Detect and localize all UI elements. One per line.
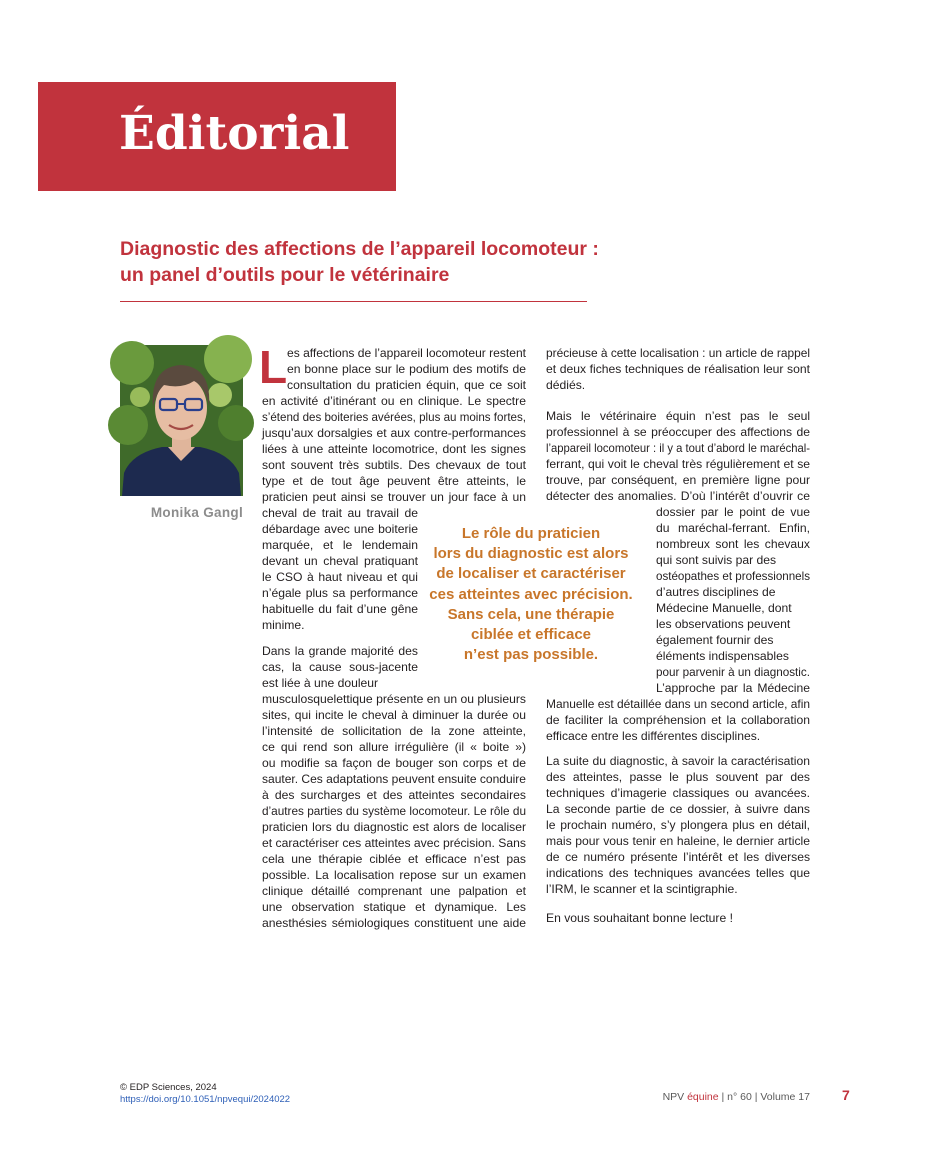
pull-quote (424, 524, 638, 665)
body-line: une observation statique et dynamique. Les (262, 900, 526, 914)
headline-rule (120, 301, 587, 302)
page-number: 7 (842, 1087, 850, 1103)
body-line: possible. La localisation repose sur un examen (262, 868, 526, 882)
body-line: type et de tout âge peuvent être atteints, le (262, 474, 526, 488)
doi-link[interactable]: https://doi.org/10.1051/npvequi/2024022 (120, 1094, 291, 1105)
body-line: dossier par le point de vue (656, 505, 811, 519)
body-line: cela une thérapie ciblée et efficace n’est pas (262, 852, 526, 866)
body-line: dédiés. (546, 378, 586, 392)
journal-brand: équine (687, 1091, 719, 1103)
body-line: d’autres parties du système locomoteur. Le rôle du (262, 804, 526, 818)
pull-quote-line: ces atteintes avec précision. (429, 585, 633, 603)
pull-quote-line: de localiser et caractériser (436, 565, 626, 583)
body-line: Médecine Manuelle, dont (656, 601, 792, 615)
body-line: ostéopathes et professionnels (656, 569, 810, 583)
article-headline (120, 236, 660, 288)
body-line: indications des techniques avancées telles que (546, 866, 810, 880)
body-line: et caractériser ces atteintes avec précision. Sans (262, 836, 526, 850)
author-photo (120, 345, 243, 496)
body-line: efficace entre les différentes disciplines. (546, 729, 761, 743)
body-line: La suite du diagnostic, à savoir la caractérisation (546, 754, 811, 768)
body-line: En vous souhaitant bonne lecture ! (546, 911, 733, 925)
body-line: détecter des anomalies. D’où l’intérêt d’ouvrir ce (546, 489, 810, 503)
body-line: également fournir des (656, 633, 774, 647)
body-line: de ce numéro présente l’intérêt et les diverses (546, 850, 811, 864)
body-line: techniques d’imagerie classiques ou avancées. (546, 786, 810, 800)
journal-reference (663, 1091, 810, 1103)
body-line: L’approche par la Médecine (656, 681, 810, 695)
pull-quote-line: n’est pas possible. (463, 646, 599, 664)
body-line: les observations peuvent (656, 617, 791, 631)
body-line: trouve, par conséquent, en première ligne pour (546, 473, 810, 487)
body-line: cheval de trait au travail de (262, 506, 418, 520)
body-line: de faciliter la compréhension et la collaboration (546, 713, 810, 727)
body-line: marquée, et le lendemain (262, 538, 418, 552)
body-line: l’appareil locomoteur : il y a tout d’abord le maréchal- (546, 441, 810, 455)
body-line: l’intensité de sollicitation de la zone atteinte, (262, 724, 526, 738)
pull-quote-line: ciblée et efficace (470, 626, 592, 644)
body-line: nombreux sont les chevaux (656, 537, 811, 551)
body-line: le CSO à haut niveau et qui (262, 570, 418, 584)
body-line: praticien peut ainsi se trouver un jour face à un (262, 490, 527, 504)
body-line: consultation du praticien équin, que ce soit (287, 378, 527, 392)
body-line: le prochain numéro, s’y plongera plus en détail, (546, 818, 811, 832)
body-line: Dans la grande majorité des (262, 644, 419, 658)
body-line: ferrant, qui voit le cheval très régulièrement et se (546, 457, 811, 471)
body-line: anesthésies sémiologiques constituent une aide (262, 916, 526, 930)
journal-prefix: NPV (662, 1091, 688, 1103)
body-line: devant un cheval pratiquant (262, 554, 419, 568)
body-line: Manuelle est détaillée dans un second article, afin (546, 697, 810, 711)
body-line: pour parvenir à un diagnostic. (656, 665, 810, 679)
body-line: sont souvent très subtils. Des chevaux de tout (262, 458, 526, 472)
body-line: jusqu’aux dorsalgies et aux contre-performances (262, 426, 526, 440)
pull-quote-line: Sans cela, une thérapie (447, 605, 615, 623)
body-line: en activité d’itinérant ou en clinique. Le spectre (262, 394, 526, 408)
body-line: des atteintes, passe le plus souvent par des (546, 770, 811, 784)
svg-text:L: L (258, 341, 288, 393)
body-line: La seconde partie de ce dossier, à suivre dans (546, 802, 810, 816)
body-line: minime. (262, 618, 305, 632)
pull-quote-line: lors du diagnostic est alors (433, 545, 629, 563)
headline-line-1: Diagnostic des affections de l’appareil locomoteur : (120, 238, 599, 260)
pull-quote-line: Le rôle du praticien (461, 525, 601, 542)
body-line: habituelle du fait d’une gêne (262, 602, 419, 616)
body-line: débardage avec une boiterie (262, 522, 418, 536)
body-line: éléments indispensables (656, 649, 789, 663)
body-line: liées à une atteinte locomotrice, dont les signes (262, 442, 526, 456)
copyright-notice: © EDP Sciences, 2024 (120, 1082, 217, 1093)
body-line: ou modifie sa façon de bouger son corps et de (262, 756, 527, 770)
body-line: professionnel à se préoccuper des affections de (546, 425, 811, 439)
editorial-banner (38, 82, 396, 191)
body-line: d’autres disciplines de (656, 585, 776, 599)
body-line: mais pour vous tenir en haleine, le dernier article (546, 834, 810, 848)
body-line: en bonne place sur le podium des motifs de (287, 362, 527, 376)
body-line: l’IRM, le scanner et la scintigraphie. (546, 882, 738, 896)
body-line: clinique détaillé comprenant une palpation et (262, 884, 526, 898)
body-line: à des surcharges et des atteintes secondaires (262, 788, 526, 802)
body-line: du maréchal-ferrant. Enfin, (656, 521, 810, 535)
headline-line-2: un panel d’outils pour le vétérinaire (120, 264, 450, 286)
body-line: musculosquelettique présente en un ou plusieurs (262, 692, 526, 706)
body-line: sauter. Ces adaptations peuvent ensuite conduire (262, 772, 526, 786)
body-line: Mais le vétérinaire équin n’est pas le seul (546, 409, 811, 423)
body-line: n’égale plus sa performance (262, 586, 419, 600)
body-line: sites, qui incite le cheval à diminuer la durée ou (262, 708, 527, 722)
journal-issue: | n° 60 | Volume 17 (718, 1091, 810, 1103)
body-line: précieuse à cette localisation : un article de rappel (546, 346, 810, 360)
drop-cap-letter (258, 341, 288, 393)
body-line: qui sont suivis par des (656, 553, 777, 567)
body-line: es affections de l’appareil locomoteur restent (287, 346, 526, 360)
body-line: praticien lors du diagnostic est alors de localiser (262, 820, 527, 834)
body-line: cas, la cause sous-jacente (262, 660, 418, 674)
body-line: ce qui rend son allure irrégulière (il « boite ») (262, 740, 527, 754)
author-name: Monika Gangl (150, 505, 243, 520)
body-line: et deux fiches techniques de réalisation leur sont (546, 362, 811, 376)
body-line: est liée à une douleur (262, 676, 379, 690)
section-title: Éditorial (119, 106, 350, 161)
body-line: s’étend des boiteries avérées, plus au moins fortes, (262, 410, 526, 424)
